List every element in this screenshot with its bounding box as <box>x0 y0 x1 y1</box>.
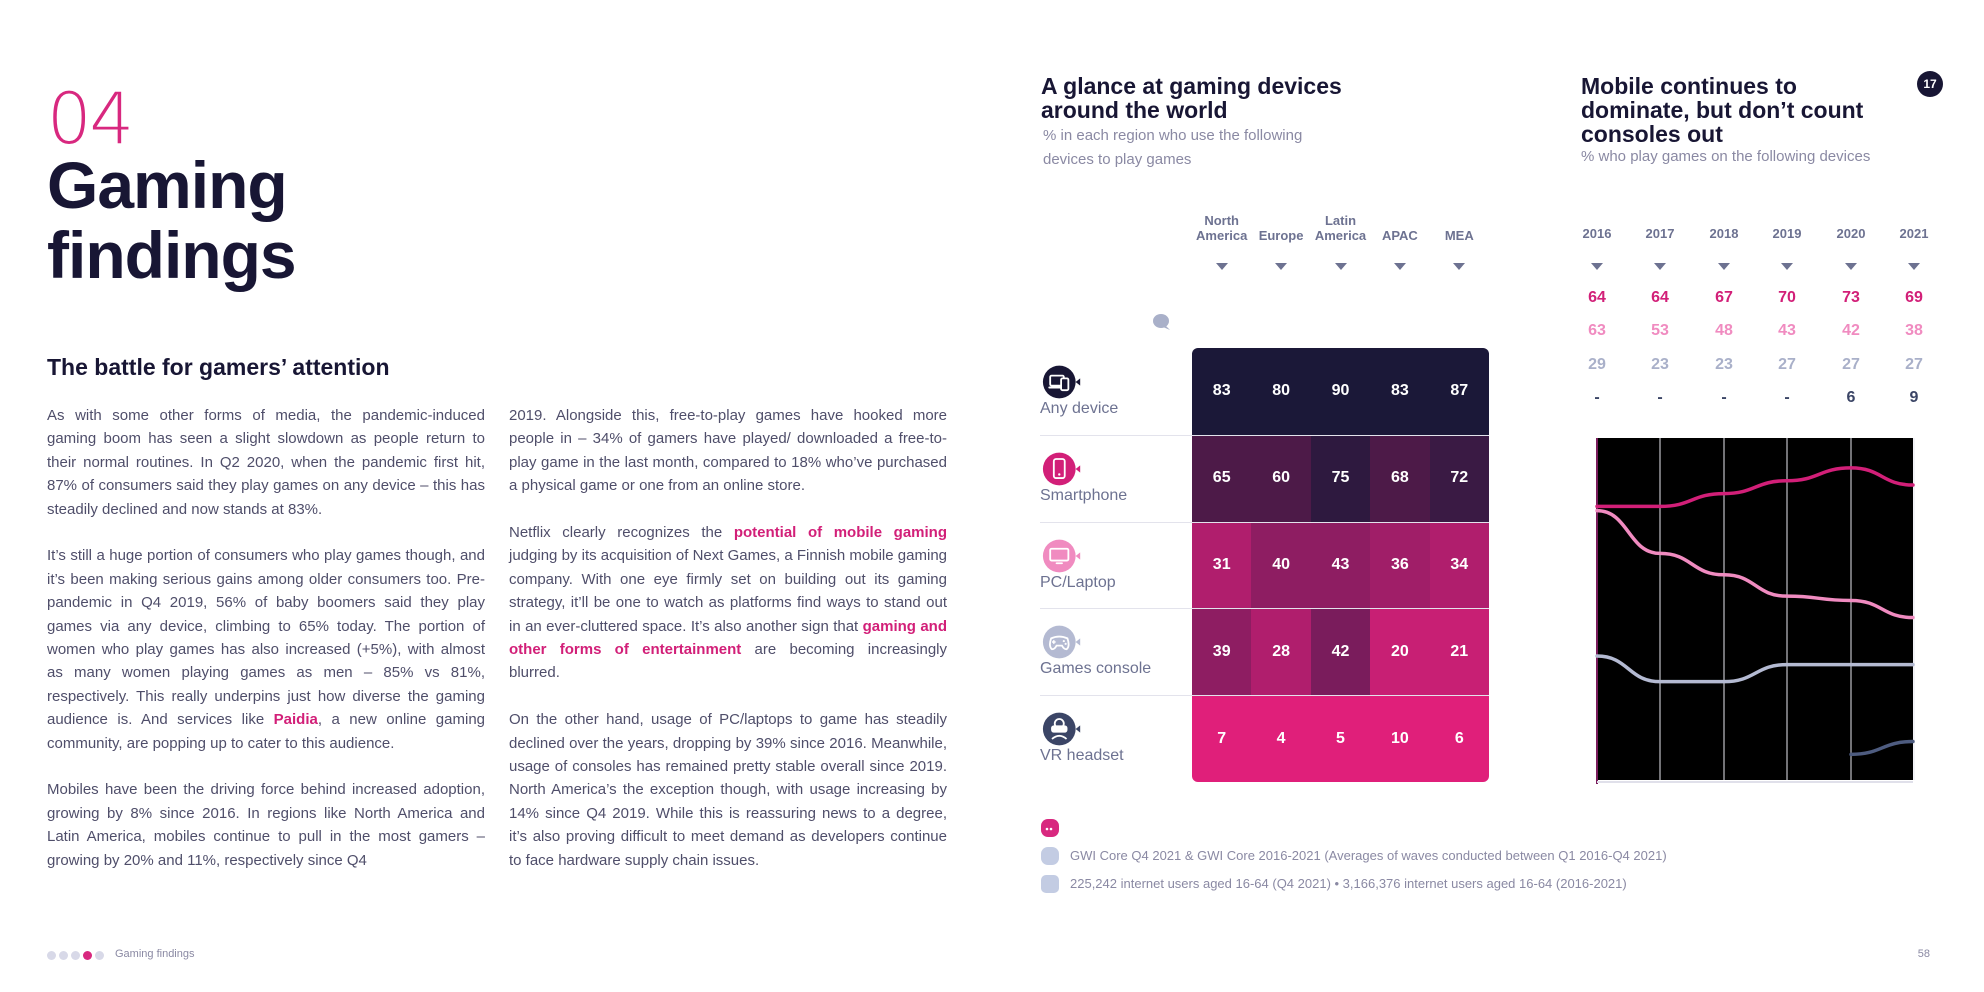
heatmap-cell: 80 <box>1251 348 1310 435</box>
trend-value-label: - <box>1594 389 1600 406</box>
device-row <box>1040 536 1190 606</box>
region-label-line1 <box>1251 213 1311 228</box>
heatmap-cell: 36 <box>1370 522 1429 609</box>
row-divider <box>1040 522 1489 523</box>
heatmap-cell: 65 <box>1192 435 1251 522</box>
region-label-line1: North <box>1204 213 1240 228</box>
paragraph: Mobiles have been the driving force behind increased adoption, growing by 8% since 2016. In regions like North America and Latin America, mobiles continue to pull in the most gamers – growing by 20% and 11%, respectively since Q4 <box>47 781 485 869</box>
trend-value-label: 9 <box>1909 389 1919 406</box>
section-number: 04 <box>47 78 133 160</box>
page-number: 58 <box>1917 948 1930 960</box>
heatmap-cell: 10 <box>1370 695 1429 782</box>
legend-sample: 225,242 internet users aged 16-64 (Q4 2021) • 3,166,376 internet users aged 16-64 (2016-2021) <box>1070 876 1627 891</box>
gamepad-icon <box>1042 622 1082 662</box>
device-row <box>1040 362 1190 432</box>
section-heading: The battle for gamers’ attention <box>47 354 390 380</box>
heatmap-cell: 87 <box>1430 348 1489 435</box>
trend-value-label: 69 <box>1905 289 1923 306</box>
footer-section-label: Gaming findings <box>115 948 195 960</box>
sort-arrow-icon[interactable] <box>1275 263 1287 270</box>
region-column-header[interactable] <box>1251 201 1311 243</box>
trend-value-label: 70 <box>1778 289 1796 306</box>
section-progress-dots <box>47 951 104 960</box>
progress-dot-active[interactable] <box>83 951 92 960</box>
trend-chart-subtitle: % who play games on the following devices <box>1581 148 1871 165</box>
heatmap-cell: 42 <box>1311 608 1370 695</box>
sort-arrow-icon[interactable] <box>1654 263 1666 270</box>
device-label: Smartphone <box>1040 486 1128 504</box>
regions-chart-subtitle: % in each region who use the following devices to play games <box>1043 127 1303 168</box>
body-column-1 <box>47 404 485 895</box>
sort-arrow-icon[interactable] <box>1908 263 1920 270</box>
heatmap-cell: 6 <box>1430 695 1489 782</box>
paragraph: As with some other forms of media, the pandemic-induced gaming boom has seen a slight slowdown as people return to their normal routines. In Q2 2020, when the pandemic first hit, 87% of consumers said they play games on any device – this has steadily declined and now stands at 83%. <box>47 407 485 518</box>
region-label-line2: America <box>1314 228 1367 243</box>
device-row <box>1040 709 1190 779</box>
device-row <box>1040 449 1190 519</box>
heatmap-cell: 43 <box>1311 522 1370 609</box>
trend-chart-title: Mobile continues to dominate, but don’t count consoles out <box>1581 73 1864 147</box>
heatmap-cell: 83 <box>1370 348 1429 435</box>
trend-value-label: 64 <box>1651 289 1669 306</box>
paragraph: Netflix clearly recognizes the potential of mobile gaming judging by its acquisition of Next Games, a Finnish mobile gaming company. With one eye firmly set on building out its gaming strategy, it’ll be one to watch as platforms find ways to stand out in an ever-cluttered space. It’s also another sign that gaming and other forms of entertainment are becoming increasingly blurred. <box>509 524 948 682</box>
monitor-icon <box>1042 536 1082 576</box>
region-label-line2: Europe <box>1258 228 1304 243</box>
region-label-line1 <box>1370 213 1430 228</box>
heatmap-cell: 75 <box>1311 435 1370 522</box>
laptop-phone-icon <box>1042 362 1082 402</box>
region-column-header[interactable] <box>1429 201 1489 243</box>
trend-value-label: 67 <box>1715 289 1733 306</box>
year-column-header[interactable]: 2021 <box>1899 226 1929 241</box>
device-label: Games console <box>1040 660 1152 678</box>
vr-headset-icon <box>1042 709 1082 749</box>
smartphone-icon <box>1042 449 1082 489</box>
page-title-line1: Gaming <box>47 148 287 222</box>
row-divider <box>1040 695 1489 696</box>
heatmap-cell: 90 <box>1311 348 1370 435</box>
trend-value-label: 23 <box>1715 356 1733 373</box>
sort-arrow-icon[interactable] <box>1845 263 1857 270</box>
trend-value-label: 43 <box>1778 322 1796 339</box>
heatmap-cell: 72 <box>1430 435 1489 522</box>
device-label: PC/Laptop <box>1040 573 1116 591</box>
page-title-line2: findings <box>47 218 296 292</box>
trend-value-label: 48 <box>1715 322 1733 339</box>
progress-dot[interactable] <box>95 951 104 960</box>
trend-value-label: 53 <box>1651 322 1669 339</box>
trend-value-label: - <box>1657 389 1663 406</box>
progress-dot[interactable] <box>47 951 56 960</box>
region-label-line1: Latin <box>1324 213 1357 228</box>
heatmap-cell: 28 <box>1251 608 1310 695</box>
trend-value-label: 64 <box>1588 289 1606 306</box>
trend-value-label: 27 <box>1778 356 1796 373</box>
paragraph: It’s still a huge portion of consumers who play games though, and it’s been making serious gains among older consumers too. Pre-pandemic in Q4 2019, 56% of baby boomers said they play games via any device, climbing to 65% today. The portion of women who play games has also increased (+5%), with almost as many women playing games as men – 85% vs 81%, respectively. This really underpins just how diverse the gaming audience is. And services like Paidia, a new online gaming community, are popping up to cater to this audience. <box>47 547 486 752</box>
sample-icon <box>1040 874 1060 894</box>
heatmap-cell: 68 <box>1370 435 1429 522</box>
device-label: Any device <box>1040 400 1119 417</box>
heatmap-cell: 39 <box>1192 608 1251 695</box>
region-column-header[interactable] <box>1311 201 1371 243</box>
chat-bubble-icon <box>1040 818 1060 838</box>
paidia-link[interactable]: Paidia <box>273 711 318 729</box>
heatmap-cell: 60 <box>1251 435 1310 522</box>
regions-chart-title: A glance at gaming devices around the world <box>1041 73 1342 123</box>
paragraph: 2019. Alongside this, free-to-play games have hooked more people in – 34% of gamers have played/ downloaded a free-to-play game in the last month, compared to 18% who’ve purchased a physical game or one from an online store. <box>509 407 947 495</box>
year-column-header[interactable]: 2016 <box>1582 226 1612 241</box>
sort-arrow-icon[interactable] <box>1394 263 1406 270</box>
trend-line-chart <box>1580 430 1920 786</box>
mobile-gaming-link[interactable]: potential of mobile gaming <box>733 524 947 542</box>
row-divider <box>1040 435 1489 436</box>
entertainment-link[interactable]: gaming and other forms of entertainment <box>509 617 948 659</box>
sort-arrow-icon[interactable] <box>1453 263 1465 270</box>
heatmap-cell: 4 <box>1251 695 1310 782</box>
heatmap-cell: 83 <box>1192 348 1251 435</box>
sort-arrow-icon[interactable] <box>1718 263 1730 270</box>
sort-arrow-icon[interactable] <box>1591 263 1603 270</box>
trend-value-label: 29 <box>1588 356 1606 373</box>
sort-arrow-icon[interactable] <box>1335 263 1347 270</box>
body-column-2 <box>509 404 947 895</box>
paragraph: On the other hand, usage of PC/laptops to game has steadily declined over the years, dropping by 39% since 2016. Meanwhile, usage of consoles has remained pretty stable overall since 2019. North America’s the exception though, with usage increasing by 14% since Q4 2019. While this is reassuring news to a degree, it’s also proving difficult to meet demand as developers continue to face hardware supply chain issues. <box>509 711 947 869</box>
row-divider <box>1040 608 1489 609</box>
sort-arrow-icon[interactable] <box>1216 263 1228 270</box>
heatmap-cell: 40 <box>1251 522 1310 609</box>
region-label-line1 <box>1429 213 1489 228</box>
comment-icon[interactable] <box>1152 313 1172 331</box>
region-column-header[interactable] <box>1192 201 1252 243</box>
trend-value-label: 73 <box>1842 289 1860 306</box>
region-label-line2: MEA <box>1444 228 1474 243</box>
year-column-header[interactable]: 2019 <box>1772 226 1802 241</box>
device-label: VR headset <box>1040 747 1124 765</box>
trend-value-label: - <box>1784 389 1790 406</box>
progress-dot[interactable] <box>59 951 68 960</box>
trend-value-label: 27 <box>1905 356 1923 373</box>
trend-value-label: 6 <box>1846 389 1856 406</box>
year-column-header[interactable]: 2017 <box>1645 226 1675 241</box>
page-title <box>47 150 296 290</box>
region-label-line2: APAC <box>1381 228 1418 243</box>
trend-value-label: 38 <box>1905 322 1923 339</box>
sort-arrow-icon[interactable] <box>1781 263 1793 270</box>
heatmap-cell: 21 <box>1430 608 1489 695</box>
year-column-header[interactable]: 2018 <box>1709 226 1739 241</box>
trend-value-label: 27 <box>1842 356 1860 373</box>
plot-area <box>1597 438 1913 780</box>
device-row <box>1040 622 1190 692</box>
regions-heatmap <box>1192 348 1489 782</box>
heatmap-cell: 7 <box>1192 695 1251 782</box>
progress-dot[interactable] <box>71 951 80 960</box>
trend-value-label: 23 <box>1651 356 1669 373</box>
page-badge: 17 <box>1917 71 1943 97</box>
region-label-line2: America <box>1196 228 1248 243</box>
year-column-header[interactable]: 2020 <box>1836 226 1866 241</box>
trend-value-label: 42 <box>1842 322 1860 339</box>
heatmap-cell: 34 <box>1430 522 1489 609</box>
heatmap-cell: 20 <box>1370 608 1429 695</box>
trend-value-label: - <box>1721 389 1727 406</box>
trend-value-label: 63 <box>1588 322 1606 339</box>
heatmap-cell: 31 <box>1192 522 1251 609</box>
legend-source: GWI Core Q4 2021 & GWI Core 2016-2021 (Averages of waves conducted between Q1 2016-Q4 2021) <box>1070 848 1667 863</box>
source-icon <box>1040 846 1060 866</box>
region-column-header[interactable] <box>1370 201 1430 243</box>
heatmap-cell: 5 <box>1311 695 1370 782</box>
